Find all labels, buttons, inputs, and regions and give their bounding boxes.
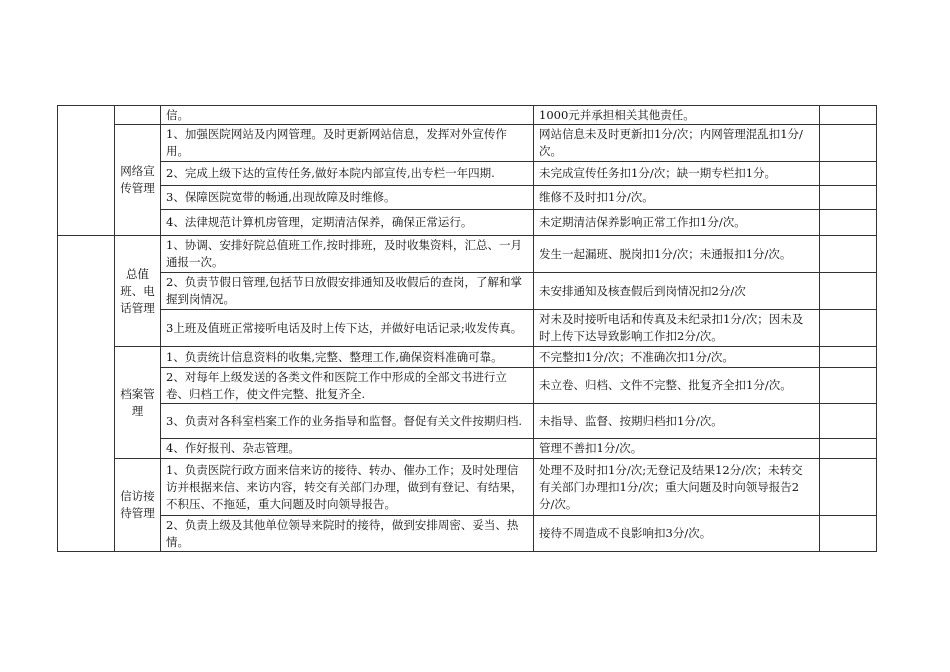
task-cell: 4、法律规范计算机房管理，定期清洁保养，确保正常运行。 [161,210,534,236]
table-row [58,516,877,552]
task-cell: 1、负责统计信息资料的收集,完整、整理工作,确保资料准确可靠。 [161,347,534,368]
table-row [58,162,877,186]
penalty-cell: 管理不善扣1分/次。 [534,439,820,459]
table-row [58,106,877,125]
outer-cell-1 [58,106,115,236]
task-cell: 3、负责对各科室档案工作的业务指导和监督。督促有关文件按期归档. [161,404,534,439]
penalty-cell: 未完成宣传任务扣1分/次；缺一期专栏扣1分。 [534,162,820,186]
table-row [58,439,877,459]
penalty-cell: 未定期清洁保养影响正常工作扣1分/次。 [534,210,820,236]
score-cell [820,459,877,516]
score-cell [820,516,877,552]
table-row [58,310,877,347]
score-cell [820,404,877,439]
score-cell [820,186,877,210]
table-row [58,273,877,310]
penalty-cell: 发生一起漏班、脱岗扣1分/次；未通报扣1分/次。 [534,236,820,273]
task-cell: 1、加强医院网站及内网管理。及时更新网站信息，发挥对外宣传作用。 [161,125,534,162]
penalty-cell: 维修不及时扣1分/次。 [534,186,820,210]
penalty-cell: 对未及时接听电话和传真及未纪录扣1分/次；因未及时上传下达导致影响工作扣2分/次。 [534,310,820,347]
task-cell: 2、负责上级及其他单位领导来院时的接待，做到安排周密、妥当、热情。 [161,516,534,552]
task-cell: 信。 [161,106,534,125]
penalty-cell: 不完整扣1分/次；不准确次扣1分/次。 [534,347,820,368]
score-cell [820,210,877,236]
penalty-cell: 1000元并承担相关其他责任。 [534,106,820,125]
category-cell: 档案管理 [115,347,161,459]
penalty-cell: 未指导、监督、按期归档扣1分/次。 [534,404,820,439]
score-cell [820,273,877,310]
category-cell: 信访接待管理 [115,459,161,552]
task-cell: 1、协调、安排好院总值班工作,按时排班，及时收集资料，汇总、一月通报一次。 [161,236,534,273]
task-cell: 1、负责医院行政方面来信来访的接待、转办、催办工作；及时处理信访并根据来信、来访内容，转交有关部门办理，做到有登记、有结果，不积压、不拖延，重大问题及时向领导报告。 [161,459,534,516]
category-cell: 总值班、电话管理 [115,236,161,347]
score-cell [820,236,877,273]
category-cell: 网络宣传管理 [115,125,161,236]
penalty-cell: 未安排通知及核查假后到岗情况扣2分/次 [534,273,820,310]
score-cell [820,347,877,368]
score-cell [820,106,877,125]
table-row [58,347,877,368]
table-row [58,404,877,439]
task-cell: 4、作好报刊、杂志管理。 [161,439,534,459]
score-cell [820,310,877,347]
table-row [58,368,877,404]
table-row [58,125,877,162]
outer-cell-2 [58,236,115,552]
score-cell [820,368,877,404]
score-cell [820,439,877,459]
task-cell: 3上班及值班正常接听电话及时上传下达，并做好电话记录;收发传真。 [161,310,534,347]
category-cell [115,106,161,125]
score-cell [820,125,877,162]
penalty-cell: 网站信息未及时更新扣1分/次；内网管理混乱扣1分/次。 [534,125,820,162]
table-row [58,210,877,236]
score-cell [820,162,877,186]
penalty-cell: 未立卷、归档、文件不完整、批复齐全扣1分/次。 [534,368,820,404]
task-cell: 2、负责节假日管理,包括节日放假安排通知及收假后的查岗，了解和掌握到岗情况。 [161,273,534,310]
table-row [58,186,877,210]
assessment-table [57,105,877,552]
table-row [58,459,877,516]
penalty-cell: 处理不及时扣1分/次;无登记及结果12分/次；未转交有关部门办理扣1分/次；重大问题及时向领导报告2分/次。 [534,459,820,516]
table-row [58,236,877,273]
penalty-cell: 接待不周造成不良影响扣3分/次。 [534,516,820,552]
task-cell: 3、保障医院宽带的畅通,出现故障及时维修。 [161,186,534,210]
task-cell: 2、对每年上级发送的各类文件和医院工作中形成的全部文书进行立卷、归档工作，使文件完整、批复齐全. [161,368,534,404]
task-cell: 2、完成上级下达的宣传任务,做好本院内部宣传,出专栏一年四期. [161,162,534,186]
